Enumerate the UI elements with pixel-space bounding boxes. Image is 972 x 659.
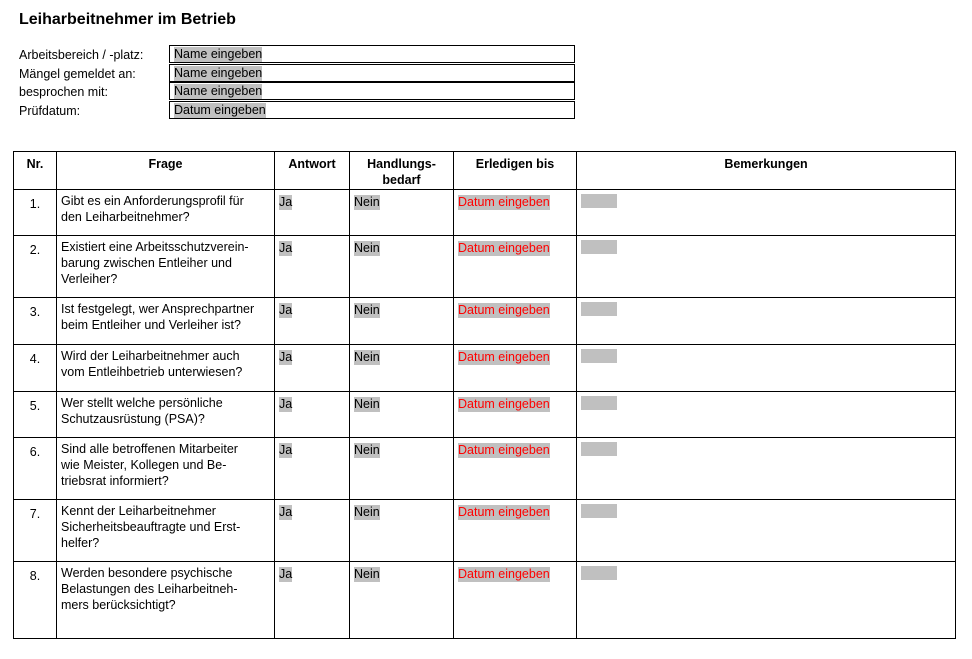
answer-cell	[275, 500, 350, 562]
header-handlungsbedarf-line1: Handlungs-	[367, 157, 436, 171]
due-date-field[interactable]: Datum eingeben	[458, 303, 550, 317]
header-erledigen: Erledigen bis	[454, 152, 577, 190]
question-cell	[57, 190, 275, 236]
action-needed-dropdown[interactable]: Nein	[354, 350, 380, 364]
answer-dropdown[interactable]: Ja	[279, 443, 293, 457]
question-text-line: Werden besondere psychische	[61, 566, 233, 580]
meta-label-besprochen: besprochen mit:	[19, 85, 108, 99]
due-date-field[interactable]: Datum eingeben	[458, 241, 550, 255]
action-needed-cell	[350, 392, 454, 438]
remarks-field[interactable]	[581, 194, 617, 208]
action-needed-cell	[350, 500, 454, 562]
due-date-field[interactable]: Datum eingeben	[458, 350, 550, 364]
remarks-field[interactable]	[581, 240, 617, 254]
remarks-cell	[577, 236, 956, 298]
header-handlungsbedarf-line2: bedarf	[382, 173, 421, 187]
due-date-cell	[454, 562, 577, 639]
question-text-line: Sicherheitsbeauftragte und Erst-	[61, 520, 241, 534]
question-cell	[57, 298, 275, 345]
due-date-cell	[454, 345, 577, 392]
table-row	[14, 236, 956, 298]
answer-dropdown[interactable]: Ja	[279, 350, 293, 364]
due-date-field[interactable]: Datum eingeben	[458, 567, 550, 581]
question-text-line: beim Entleiher und Verleiher ist?	[61, 318, 241, 332]
answer-dropdown[interactable]: Ja	[279, 567, 293, 581]
row-number: 6.	[14, 438, 57, 500]
table-header-row	[14, 152, 956, 190]
answer-cell	[275, 392, 350, 438]
row-number: 1.	[14, 190, 57, 236]
header-bemerkungen: Bemerkungen	[577, 152, 956, 190]
meta-label-maengel: Mängel gemeldet an:	[19, 67, 136, 81]
due-date-cell	[454, 190, 577, 236]
question-text-line: triebsrat informiert?	[61, 474, 169, 488]
action-needed-dropdown[interactable]: Nein	[354, 567, 380, 581]
meta-field-maengel[interactable]	[169, 64, 575, 82]
due-date-cell	[454, 392, 577, 438]
answer-dropdown[interactable]: Ja	[279, 241, 293, 255]
due-date-cell	[454, 298, 577, 345]
row-number: 3.	[14, 298, 57, 345]
question-cell	[57, 562, 275, 639]
question-cell	[57, 500, 275, 562]
question-text-line: Gibt es ein Anforderungsprofil für	[61, 194, 244, 208]
question-cell	[57, 345, 275, 392]
due-date-cell	[454, 236, 577, 298]
meta-field-maengel-value[interactable]: Name eingeben	[174, 66, 263, 80]
remarks-field[interactable]	[581, 302, 617, 316]
question-text-line: Schutzausrüstung (PSA)?	[61, 412, 205, 426]
header-frage: Frage	[57, 152, 275, 190]
question-text-line: Sind alle betroffenen Mitarbeiter	[61, 442, 238, 456]
meta-field-arbeitsbereich-value[interactable]: Name eingeben	[174, 47, 263, 61]
answer-cell	[275, 190, 350, 236]
question-text-line: den Leiharbeitnehmer?	[61, 210, 190, 224]
table-row	[14, 392, 956, 438]
remarks-cell	[577, 500, 956, 562]
table-row	[14, 438, 956, 500]
due-date-cell	[454, 438, 577, 500]
remarks-cell	[577, 345, 956, 392]
answer-dropdown[interactable]: Ja	[279, 303, 293, 317]
table-row	[14, 562, 956, 639]
question-text-line: Kennt der Leiharbeitnehmer	[61, 504, 216, 518]
remarks-cell	[577, 298, 956, 345]
meta-field-pruefdatum-value[interactable]: Datum eingeben	[174, 103, 266, 117]
question-text-line: Belastungen des Leiharbeitneh-	[61, 582, 238, 596]
action-needed-cell	[350, 298, 454, 345]
question-text-line: barung zwischen Entleiher und	[61, 256, 232, 270]
meta-label-pruefdatum: Prüfdatum:	[19, 104, 81, 118]
due-date-field[interactable]: Datum eingeben	[458, 397, 550, 411]
action-needed-dropdown[interactable]: Nein	[354, 241, 380, 255]
answer-dropdown[interactable]: Ja	[279, 397, 293, 411]
due-date-field[interactable]: Datum eingeben	[458, 505, 550, 519]
row-number: 4.	[14, 345, 57, 392]
header-antwort: Antwort	[275, 152, 350, 190]
question-text-line: Ist festgelegt, wer Ansprechpartner	[61, 302, 255, 316]
due-date-field[interactable]: Datum eingeben	[458, 443, 550, 457]
question-text-line: Verleiher?	[61, 272, 118, 286]
answer-cell	[275, 345, 350, 392]
action-needed-dropdown[interactable]: Nein	[354, 505, 380, 519]
meta-field-besprochen-value[interactable]: Name eingeben	[174, 84, 263, 98]
table-row	[14, 298, 956, 345]
question-text-line: Wird der Leiharbeitnehmer auch	[61, 349, 240, 363]
action-needed-cell	[350, 562, 454, 639]
answer-dropdown[interactable]: Ja	[279, 505, 293, 519]
action-needed-cell	[350, 438, 454, 500]
action-needed-dropdown[interactable]: Nein	[354, 443, 380, 457]
question-cell	[57, 236, 275, 298]
action-needed-dropdown[interactable]: Nein	[354, 397, 380, 411]
answer-dropdown[interactable]: Ja	[279, 195, 293, 209]
remarks-cell	[577, 392, 956, 438]
question-cell	[57, 392, 275, 438]
action-needed-dropdown[interactable]: Nein	[354, 303, 380, 317]
document-title: Leiharbeitnehmer im Betrieb	[19, 11, 236, 28]
answer-cell	[275, 438, 350, 500]
due-date-cell	[454, 500, 577, 562]
question-text-line: Existiert eine Arbeitsschutzverein-	[61, 240, 249, 254]
meta-field-besprochen[interactable]	[169, 82, 575, 100]
action-needed-dropdown[interactable]: Nein	[354, 195, 380, 209]
question-cell	[57, 438, 275, 500]
table-row	[14, 345, 956, 392]
action-needed-cell	[350, 345, 454, 392]
remarks-cell	[577, 438, 956, 500]
header-handlungsbedarf	[350, 152, 454, 190]
question-text-line: helfer?	[61, 536, 100, 550]
question-text-line: mers berücksichtigt?	[61, 598, 176, 612]
remarks-field[interactable]	[581, 396, 617, 410]
remarks-field[interactable]	[581, 349, 617, 363]
remarks-cell	[577, 562, 956, 639]
meta-label-arbeitsbereich: Arbeitsbereich / -platz:	[19, 48, 144, 62]
remarks-field[interactable]	[581, 566, 617, 580]
answer-cell	[275, 236, 350, 298]
action-needed-cell	[350, 236, 454, 298]
action-needed-cell	[350, 190, 454, 236]
row-number: 2.	[14, 236, 57, 298]
due-date-field[interactable]: Datum eingeben	[458, 195, 550, 209]
meta-field-arbeitsbereich[interactable]	[169, 45, 575, 63]
row-number: 7.	[14, 500, 57, 562]
checklist-table	[13, 151, 956, 639]
row-number: 8.	[14, 562, 57, 639]
row-number: 5.	[14, 392, 57, 438]
remarks-field[interactable]	[581, 442, 617, 456]
answer-cell	[275, 298, 350, 345]
table-row	[14, 500, 956, 562]
header-nr: Nr.	[14, 152, 57, 190]
question-text-line: Wer stellt welche persönliche	[61, 396, 223, 410]
question-text-line: vom Entleihbetrieb unterwiesen?	[61, 365, 243, 379]
question-text-line: wie Meister, Kollegen und Be-	[61, 458, 227, 472]
meta-field-pruefdatum[interactable]	[169, 101, 575, 119]
remarks-field[interactable]	[581, 504, 617, 518]
answer-cell	[275, 562, 350, 639]
table-row	[14, 190, 956, 236]
remarks-cell	[577, 190, 956, 236]
